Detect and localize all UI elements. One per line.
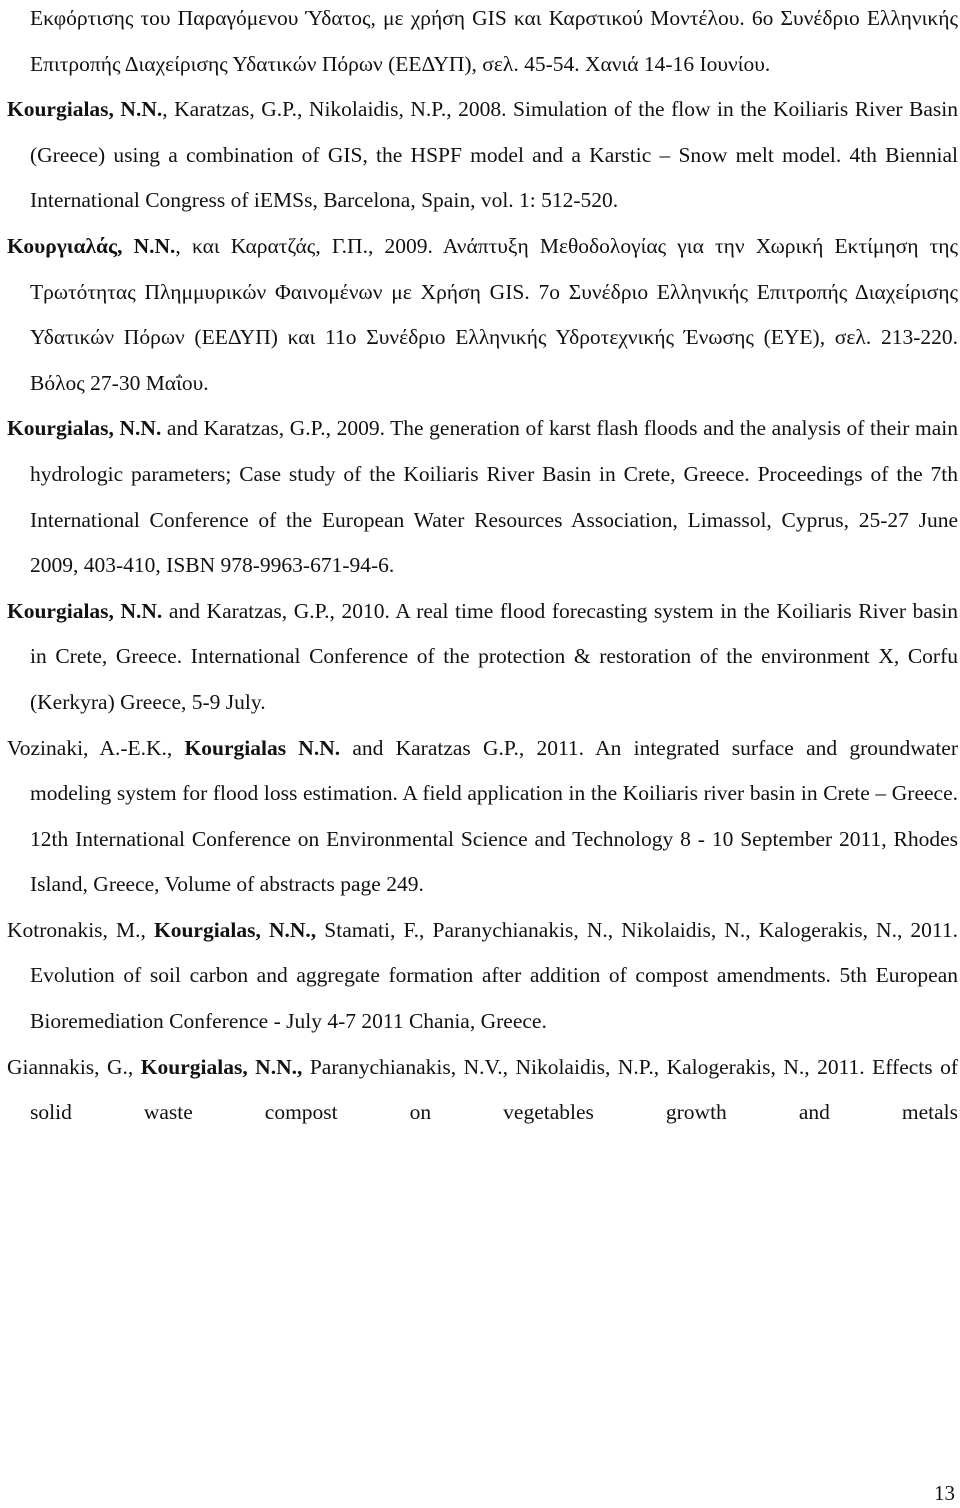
reference-entry (0, 589, 960, 726)
reference-entry (0, 908, 960, 1045)
reference-text: and Karatzas G.P., 2011. An integrated surface and groundwater modeling system for flood loss estimation. A field application in the Koiliaris river basin in Crete – Greece. 12th International Conference on Environmental Science and Technology 8 - 10 September 2011, Rhodes Island, Greece, Volume of abstracts page 249. (30, 735, 959, 897)
reference-entry (0, 87, 960, 224)
reference-entry (0, 406, 960, 588)
reference-entry (0, 726, 960, 908)
author-name-bold: Kourgialas, N.N. (7, 416, 162, 441)
author-name-bold: Kourgialas N.N. (184, 735, 341, 760)
reference-text: and Karatzas, G.P., 2009. The generation of karst flash floods and the analysis of their main hydrologic parameters; Case study of the Koiliaris River Basin in Crete, Greece. Proceedings of the 7th International Conference of the European Water Resources Association, Limassol, Cyprus, 25-27 June 2009, 403-410, ISBN 978-9963-671-94-6. (30, 416, 959, 578)
reference-entry (0, 1045, 960, 1136)
author-name-bold: Kourgialas, N.N., (153, 917, 317, 942)
reference-text: and Karatzas, G.P., 2010. A real time flood forecasting system in the Koiliaris River basin in Crete, Greece. International Conference of the protection & restoration of the environment X, Corfu (Kerkyra) Greece, 5-9 July. (30, 598, 958, 714)
reference-text: Paranychianakis, N.V., Nikolaidis, N.P., Kalogerakis, N., 2011. Effects of solid waste compost on vegetables growth and metals (30, 1054, 958, 1125)
page-number: 13 (934, 1481, 955, 1505)
author-name-bold: Κουργιαλάς, Ν.Ν. (7, 233, 176, 258)
reference-text: Kotronakis, M., (7, 917, 154, 942)
author-name-bold: Kourgialas, N.N. (7, 598, 163, 623)
reference-entry (0, 224, 960, 406)
reference-text: Εκφόρτισης του Παραγόμενου Ύδατος, με χρήση GIS και Καρστικού Μοντέλου. 6ο Συνέδριο Ελληνικής Επιτροπής Διαχείρισης Υδατικών Πόρων (ΕΕΔΥΠ), σελ. 45-54. Χανιά 14-16 Ιουνίου. (30, 6, 958, 76)
reference-entry (0, 0, 960, 87)
reference-text: Stamati, F., Paranychianakis, N., Nikolaidis, N., Kalogerakis, N., 2011. Evolution of soil carbon and aggregate formation after addition of compost amendments. 5th European Bioremediation Conference - July 4-7 2011 Chania, Greece. (30, 917, 958, 1034)
reference-text: Giannakis, G., (7, 1054, 141, 1079)
author-name-bold: Kourgialas, N.N. (7, 97, 163, 122)
reference-text: , Karatzas, G.P., Nikolaidis, N.P., 2008. Simulation of the flow in the Koiliaris River Basin (Greece) using a combination of GIS, the HSPF model and a Karstic – Snow melt model. 4th Biennial International Congress of iEMSs, Barcelona, Spain, vol. 1: 512-520. (30, 97, 959, 213)
author-name-bold: Kourgialas, N.N., (140, 1054, 303, 1079)
reference-text: Vozinaki, A.-E.K., (7, 735, 185, 760)
reference-text: , και Καρατζάς, Γ.Π., 2009. Ανάπτυξη Μεθοδολογίας για την Χωρική Εκτίμηση της Τρωτότητας Πλημμυρικών Φαινομένων με Χρήση GIS. 7ο Συνέδριο Ελληνικής Επιτροπής Διαχείρισης Υδατικών Πόρων (ΕΕΔΥΠ) και 11ο Συνέδριο Ελληνικής Υδροτεχνικής Ένωσης (ΕΥΕ), σελ. 213-220. Βόλος 27-30 Μαΐου. (30, 233, 959, 395)
